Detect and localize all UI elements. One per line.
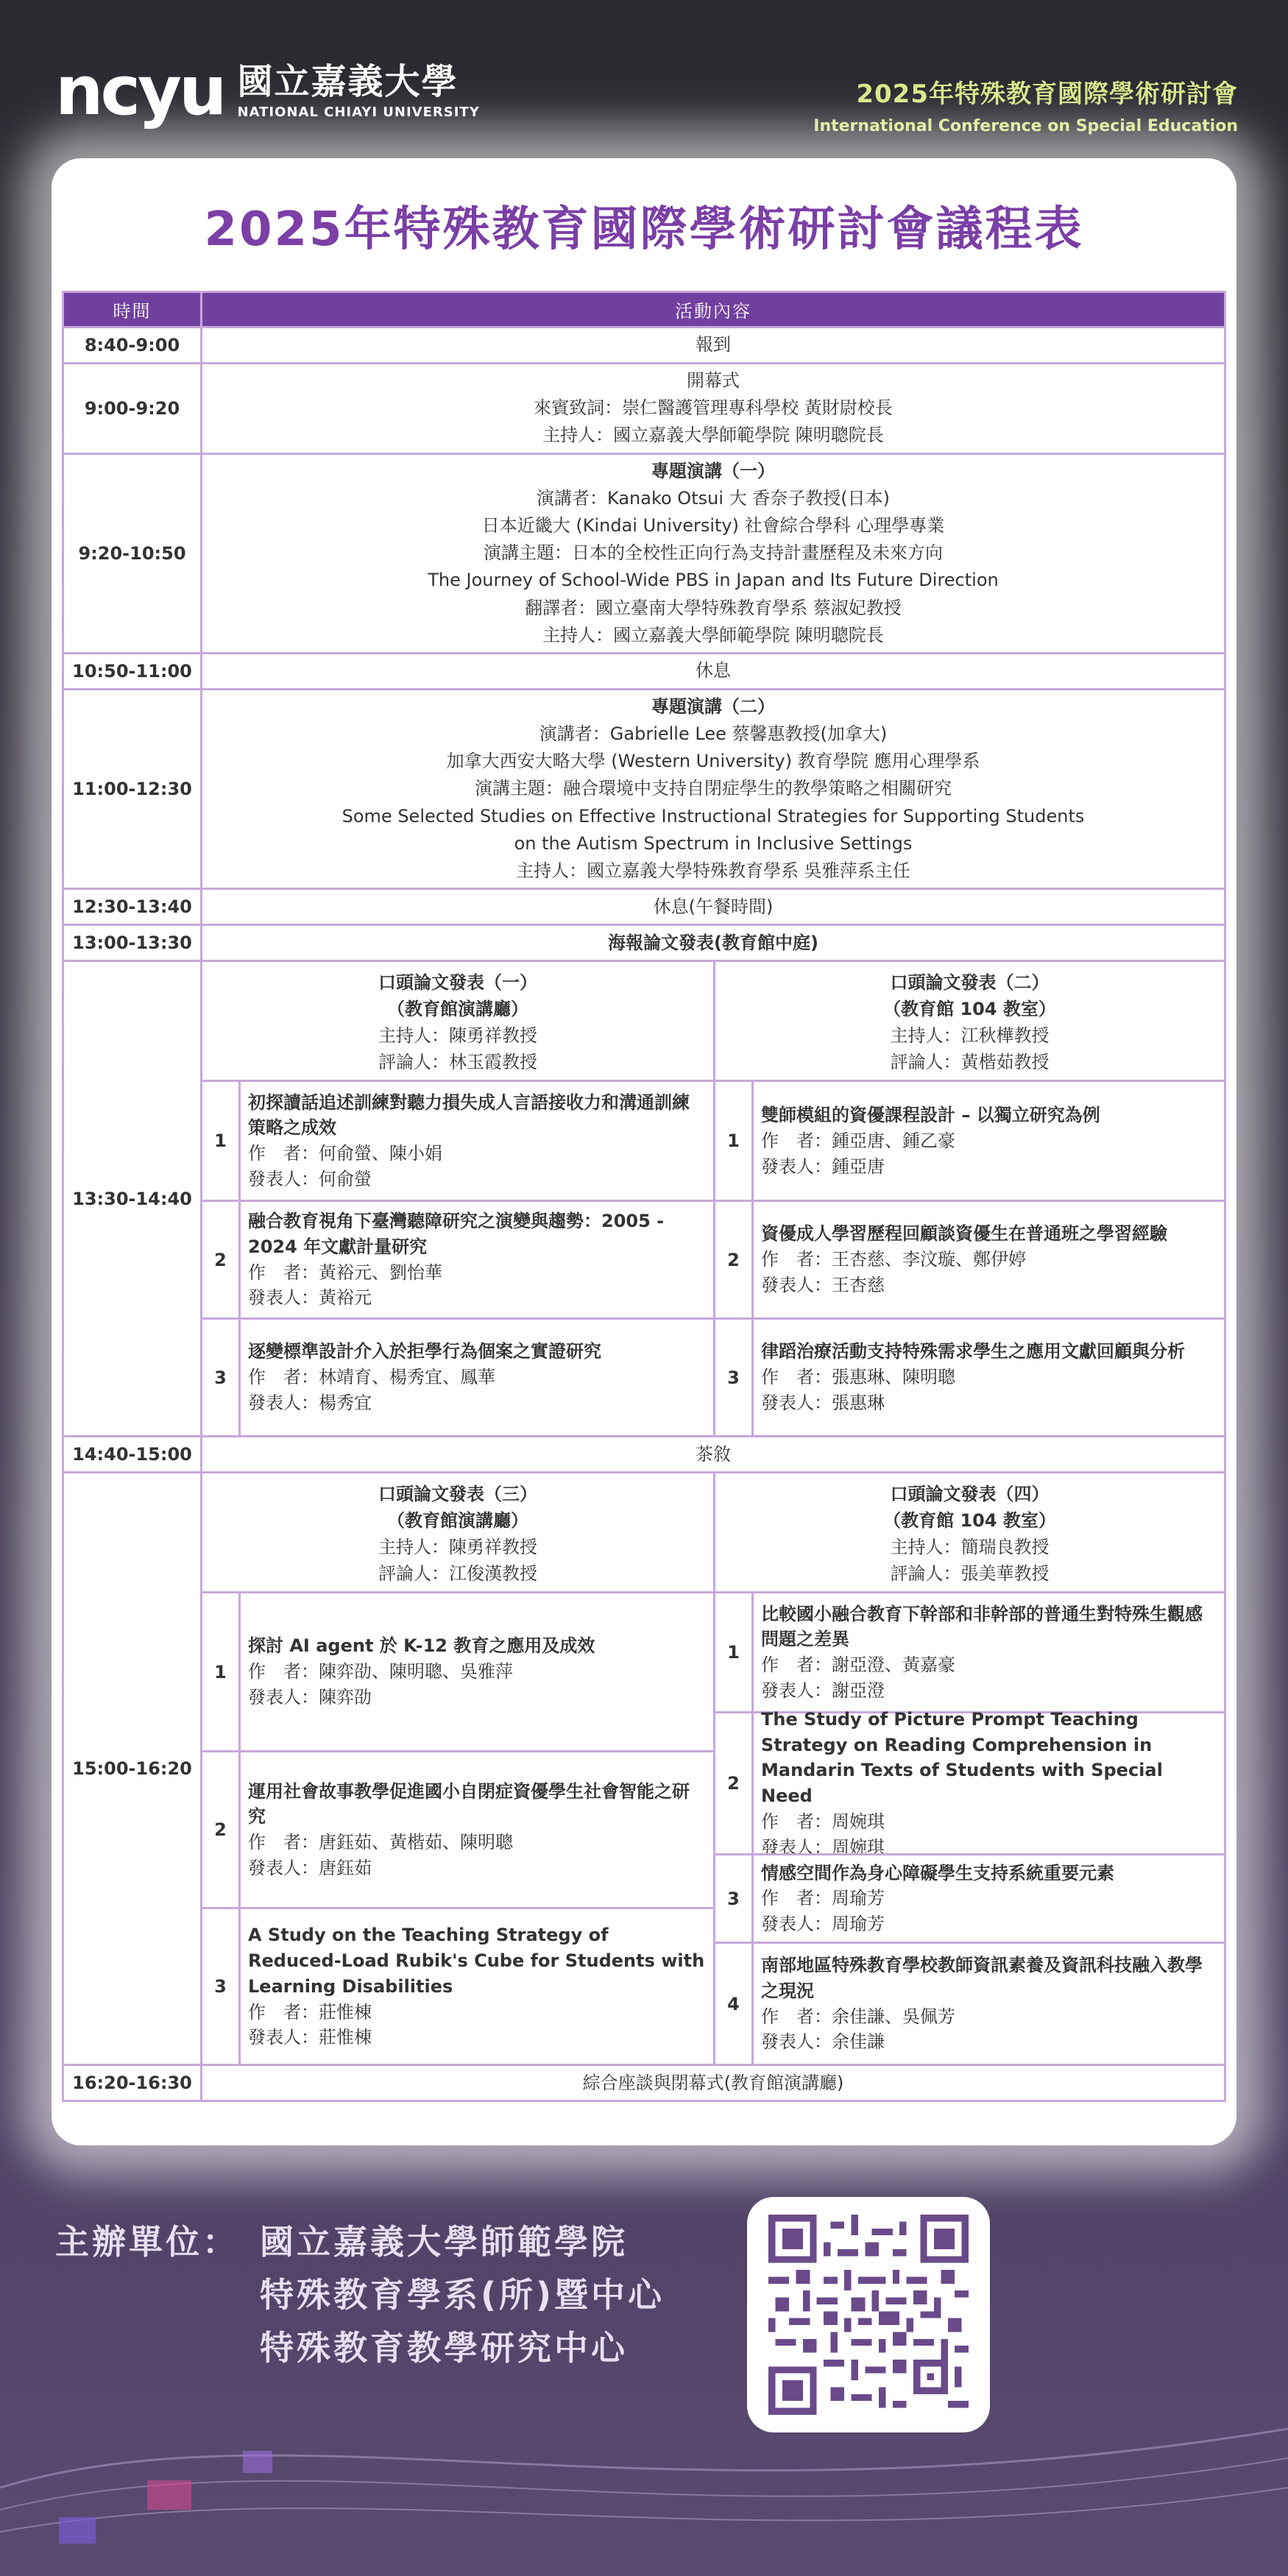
activity-cell: 報到 (202, 328, 1225, 364)
logo-english-name: NATIONAL CHIAYI UNIVERSITY (237, 104, 480, 120)
session-title: 口頭論文發表（一） (378, 972, 537, 994)
paper-presenter: 發表人：周婉琪 (761, 1836, 885, 1858)
agenda-card (52, 158, 1236, 2145)
paper-presenter: 發表人：黃裕元 (248, 1287, 372, 1309)
paper-item (202, 1593, 713, 1750)
paper-authors: 作 者：鍾亞唐、鍾乙豪 (761, 1130, 955, 1151)
paper-title: A Study on the Teaching Strategy of Reduced-Load Rubik's Cube for Students with Learning Disabilities (248, 1925, 705, 1997)
table-row (63, 328, 1225, 364)
paper-item (202, 1082, 713, 1200)
table-row (63, 925, 1225, 961)
paper-presenter: 發表人：唐鈺茹 (248, 1857, 372, 1878)
activity-line: 加拿大西安大略大學 (Western University) 教育學院 應用心理學系 (446, 751, 980, 772)
paper-item (715, 1708, 1224, 1858)
paper-number: 2 (715, 1202, 754, 1317)
page-title: 2025年特殊教育國際學術研討會議程表 (204, 202, 1084, 257)
time-cell: 8:40-9:00 (63, 328, 202, 364)
decorative-waves (0, 2340, 1288, 2576)
paper-number: 4 (715, 1944, 754, 2064)
activity-line: on the Autism Spectrum in Inclusive Settings (514, 832, 913, 854)
activity-line: Some Selected Studies on Effective Instructional Strategies for Supporting Students (342, 805, 1085, 827)
session-title: 口頭論文發表（四） (890, 1484, 1050, 1505)
activity-line: 主持人：國立嘉義大學特殊教育學系 吳雅萍系主任 (516, 860, 910, 881)
conference-title (813, 74, 1238, 135)
activity-cell (202, 364, 1225, 454)
activity-line: 演講者：Gabrielle Lee 蔡馨惠教授(加拿大) (539, 723, 888, 745)
logo-mark: ncyu (55, 52, 224, 130)
paper-title: 運用社會故事教學促進國小自閉症資優學生社會智能之研究 (248, 1780, 690, 1827)
activity-line: 翻譯者：國立臺南大學特殊教育學系 蔡淑妃教授 (525, 597, 902, 618)
oral-session-block (202, 961, 1225, 1437)
time-cell: 16:20-16:30 (63, 2065, 202, 2101)
session-title: 口頭論文發表（三） (378, 1484, 537, 1505)
paper-number: 1 (202, 1593, 241, 1750)
paper-authors: 作 者：王杏慈、李汶璇、鄭伊婷 (761, 1249, 1026, 1270)
session-host: 主持人：簡瑞良教授 (890, 1537, 1050, 1558)
paper-authors: 作 者：余佳謙、吳佩芳 (761, 2006, 955, 2027)
column-header-time: 時間 (63, 292, 202, 328)
activity-line: 主持人：國立嘉義大學師範學院 陳明聰院長 (542, 425, 884, 446)
paper-item (202, 1750, 713, 1907)
table-row (63, 2065, 1225, 2101)
time-cell: 13:30-14:40 (63, 961, 202, 1437)
paper-item (715, 1942, 1224, 2064)
paper-item (202, 1200, 713, 1317)
paper-title: 律蹈治療活動支持特殊需求學生之應用文獻回顧與分析 (761, 1341, 1185, 1362)
header (0, 0, 1288, 147)
oral-session-block (202, 1473, 1225, 2065)
activity-title: 專題演講（一） (651, 460, 775, 481)
paper-number: 2 (202, 1752, 241, 1907)
paper-title: 南部地區特殊教育學校教師資訊素養及資訊科技融入教學之現況 (761, 1955, 1203, 2001)
conference-title-zh: 2025年特殊教育國際學術研討會 (856, 79, 1238, 109)
activity-line: 演講主題：融合環境中支持自閉症學生的教學策略之相關研究 (475, 778, 952, 799)
paper-title: 逐變標準設計介入於拒學行為個案之實證研究 (248, 1341, 601, 1362)
paper-number: 2 (202, 1202, 241, 1317)
session-column (713, 1473, 1224, 2064)
paper-item (715, 1853, 1224, 1942)
paper-authors: 作 者：周瑜芳 (761, 1888, 885, 1909)
paper-presenter: 發表人：王杏慈 (761, 1275, 885, 1296)
table-row (63, 1473, 1225, 2065)
paper-authors: 作 者：陳弈劭、陳明聰、吳雅萍 (248, 1661, 513, 1682)
session-room: （教育館演講廳） (387, 999, 528, 1020)
activity-line: 演講者：Kanako Otsui 大 香奈子教授(日本) (537, 487, 890, 509)
table-header-row (63, 292, 1225, 328)
paper-number: 1 (715, 1593, 754, 1711)
activity-cell: 海報論文發表(教育館中庭) (202, 925, 1225, 961)
session-header (715, 1473, 1224, 1591)
conference-title-en: International Conference on Special Education (813, 117, 1238, 135)
time-cell: 13:00-13:30 (63, 925, 202, 961)
activity-cell: 綜合座談與閉幕式(教育館演講廳) (202, 2065, 1225, 2101)
organizers (55, 2215, 665, 2374)
session-column (202, 962, 713, 1435)
paper-authors: 作 者：黃裕元、劉怡華 (248, 1262, 442, 1283)
session-reviewer: 評論人：黃楷茹教授 (890, 1052, 1050, 1073)
paper-presenter: 發表人：何俞螢 (248, 1168, 372, 1189)
paper-number: 3 (715, 1320, 754, 1435)
column-header-activity: 活動內容 (202, 292, 1225, 328)
activity-line: 演講主題：日本的全校性正向行為支持計畫歷程及未來方向 (484, 542, 943, 564)
session-room: （教育館演講廳） (387, 1510, 528, 1532)
paper-presenter: 發表人：楊秀宜 (248, 1393, 372, 1414)
qr-code-graphic (765, 2215, 972, 2415)
session-reviewer: 評論人：江俊漢教授 (378, 1563, 537, 1585)
time-cell: 9:20-10:50 (63, 453, 202, 653)
paper-title: 探討 AI agent 於 K-12 教育之應用及成效 (248, 1635, 595, 1657)
activity-cell (202, 689, 1225, 888)
paper-number: 3 (202, 1909, 241, 2064)
paper-number: 1 (202, 1082, 241, 1200)
activity-cell (202, 453, 1225, 653)
paper-presenter: 發表人：莊惟棟 (248, 2027, 372, 2048)
paper-item (715, 1200, 1224, 1317)
university-logo (55, 52, 480, 130)
qr-code-icon[interactable] (747, 2197, 990, 2432)
agenda-table (62, 291, 1226, 2102)
session-reviewer: 評論人：林玉霞教授 (378, 1052, 537, 1073)
time-cell: 12:30-13:40 (63, 889, 202, 925)
paper-title: The Study of Picture Prompt Teaching Strategy on Reading Comprehension in Mandarin Texts of Students with Special Need (761, 1708, 1163, 1807)
session-host: 主持人：陳勇祥教授 (378, 1025, 537, 1047)
paper-authors: 作 者：林靖育、楊秀宜、鳳華 (248, 1367, 495, 1388)
paper-title: 情感空間作為身心障礙學生支持系統重要元素 (761, 1862, 1114, 1883)
activity-line: 日本近畿大 (Kindai University) 社會綜合學科 心理學專業 (481, 514, 945, 536)
activity-title: 專題演講（二） (651, 696, 775, 717)
paper-presenter: 發表人：周瑜芳 (761, 1914, 885, 1935)
paper-authors: 作 者：唐鈺茹、黃楷茹、陳明聰 (248, 1832, 513, 1853)
paper-number: 1 (715, 1082, 754, 1200)
session-host: 主持人：陳勇祥教授 (378, 1537, 537, 1558)
paper-presenter: 發表人：鍾亞唐 (761, 1156, 885, 1177)
paper-number: 2 (715, 1713, 754, 1853)
organizer-name: 特殊教育學系(所)暨中心 (260, 2275, 665, 2315)
organizer-label: 主辦單位： (55, 2222, 239, 2262)
time-cell: 10:50-11:00 (63, 653, 202, 689)
session-header (202, 962, 713, 1080)
activity-cell: 休息(午餐時間) (202, 889, 1225, 925)
time-cell: 15:00-16:20 (63, 1473, 202, 2065)
paper-item (715, 1593, 1224, 1711)
activity-line: The Journey of School-Wide PBS in Japan and Its Future Direction (428, 570, 999, 591)
time-cell: 14:40-15:00 (63, 1437, 202, 1473)
time-cell: 11:00-12:30 (63, 689, 202, 888)
paper-number: 3 (715, 1855, 754, 1942)
paper-item (202, 1907, 713, 2064)
session-column (713, 962, 1224, 1435)
paper-authors: 作 者：張惠琳、陳明聰 (761, 1367, 955, 1388)
session-column (202, 1473, 713, 2064)
paper-authors: 作 者：周婉琪 (761, 1811, 885, 1832)
paper-number: 3 (202, 1320, 241, 1435)
paper-title: 資優成人學習歷程回顧談資優生在普通班之學習經驗 (761, 1223, 1167, 1245)
session-room: （教育館 104 教室） (883, 1510, 1056, 1532)
session-header (202, 1473, 713, 1591)
table-row (63, 689, 1225, 888)
activity-title: 開幕式 (687, 370, 740, 391)
session-header (715, 962, 1224, 1080)
paper-title: 雙師模組的資優課程設計 – 以獨立研究為例 (761, 1104, 1100, 1125)
session-reviewer: 評論人：張美華教授 (890, 1563, 1050, 1585)
table-row (63, 961, 1225, 1437)
session-room: （教育館 104 教室） (883, 999, 1056, 1020)
activity-cell: 休息 (202, 653, 1225, 689)
paper-title: 初探讀話追述訓練對聽力損失成人言語接收力和溝通訓練策略之成效 (248, 1091, 690, 1139)
session-title: 口頭論文發表（二） (890, 972, 1050, 994)
table-row (63, 453, 1225, 653)
paper-presenter: 發表人：謝亞澄 (761, 1680, 885, 1701)
table-row (63, 364, 1225, 454)
table-row (63, 653, 1225, 689)
paper-authors: 作 者：謝亞澄、黃嘉豪 (761, 1655, 955, 1676)
paper-authors: 作 者：莊惟棟 (248, 2001, 372, 2023)
paper-title: 融合教育視角下臺灣聽障研究之演變與趨勢：2005 - 2024 年文獻計量研究 (248, 1211, 665, 1257)
paper-presenter: 發表人：陳弈劭 (248, 1687, 372, 1708)
logo-chinese-name: 國立嘉義大學 (237, 61, 459, 103)
paper-authors: 作 者：何俞螢、陳小娟 (248, 1143, 442, 1164)
paper-title: 比較國小融合教育下幹部和非幹部的普通生對特殊生觀感問題之差異 (761, 1603, 1203, 1650)
paper-presenter: 發表人：余佳謙 (761, 2031, 885, 2053)
table-row (63, 1437, 1225, 1473)
paper-item (715, 1317, 1224, 1435)
paper-presenter: 發表人：張惠琳 (761, 1393, 885, 1414)
activity-line: 主持人：國立嘉義大學師範學院 陳明聰院長 (542, 624, 884, 645)
activity-line: 來賓致詞：崇仁醫護管理專科學校 黃財尉校長 (534, 397, 893, 419)
organizer-name: 國立嘉義大學師範學院 (260, 2222, 628, 2262)
table-row (63, 889, 1225, 925)
session-host: 主持人：江秋樺教授 (890, 1025, 1050, 1047)
activity-cell: 茶敘 (202, 1437, 1225, 1473)
time-cell: 9:00-9:20 (63, 364, 202, 454)
paper-item (202, 1317, 713, 1435)
paper-item (715, 1082, 1224, 1200)
organizer-name: 特殊教育教學研究中心 (260, 2328, 628, 2368)
